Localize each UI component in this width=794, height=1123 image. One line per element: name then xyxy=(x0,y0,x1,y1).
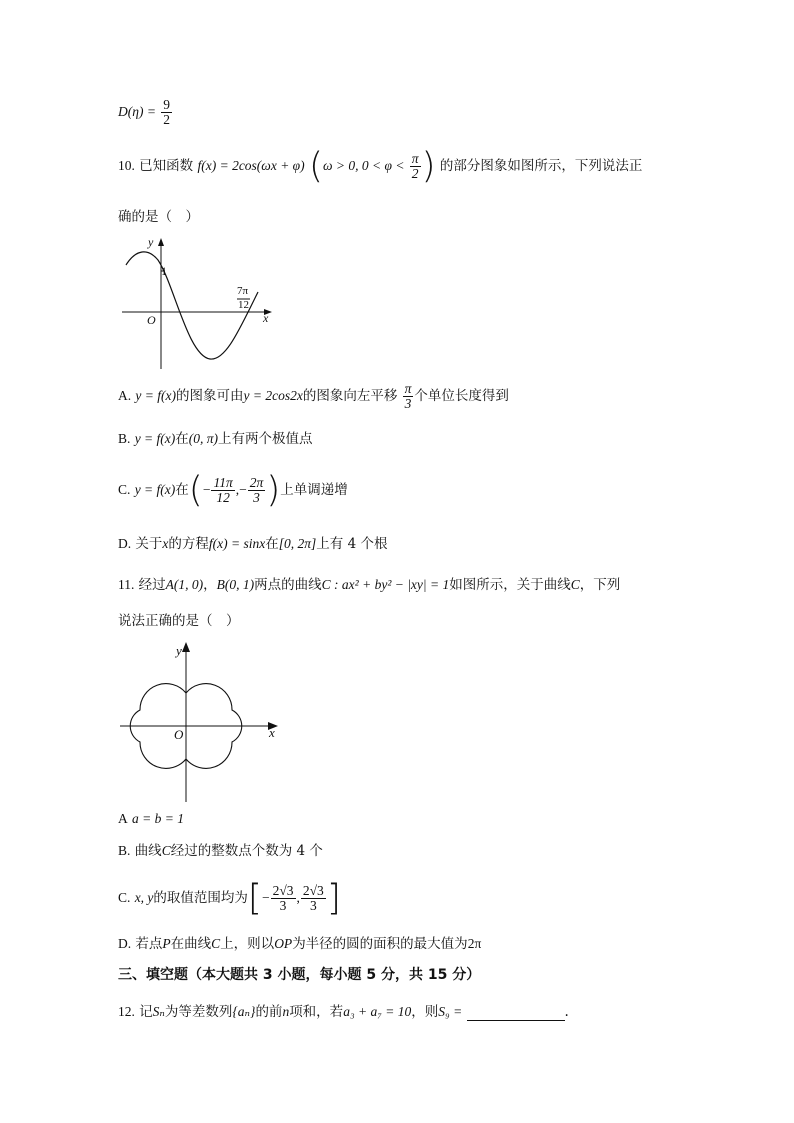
q10-graph xyxy=(118,232,288,372)
q10-x-label: x xyxy=(263,311,269,325)
option-expr: y = f(x) xyxy=(134,482,176,497)
option-numerator: 2π xyxy=(249,475,264,490)
option-text: 的取值范围均为 xyxy=(153,890,248,906)
option-expr: y = f(x) xyxy=(134,431,176,446)
option-fraction xyxy=(271,884,296,913)
option-fraction xyxy=(211,476,234,505)
option-numerator: π xyxy=(404,381,412,396)
q10-tail: 的部分图象如图所示，下列说法正 xyxy=(439,158,643,174)
option-expr: f(x) = sinx xyxy=(208,536,266,551)
option-text: 上单调递增 xyxy=(280,482,348,498)
q12-expr: n xyxy=(282,1004,290,1019)
q11-curve-name: C xyxy=(570,577,580,592)
option-text: 为半径的圆的面积的最大值为 xyxy=(292,936,468,952)
q11-text: 如图所示，关于曲线 xyxy=(449,577,571,593)
variance-lhs: D(η) = xyxy=(118,104,156,119)
q10-origin-label: O xyxy=(147,313,156,327)
option-expr: y = 2cos2x xyxy=(243,388,303,403)
answer-blank[interactable] xyxy=(467,1006,565,1021)
option-numerator: 2√3 xyxy=(302,883,324,898)
q11-stem xyxy=(118,576,620,594)
option-expr: [0, 2π] xyxy=(278,536,317,551)
q11-y-label: y xyxy=(176,643,182,658)
q11-point-a: A(1, 0) xyxy=(165,577,204,592)
option-text: 关于 xyxy=(135,536,163,552)
option-text: 曲线 xyxy=(134,843,162,859)
option-var: P xyxy=(162,936,171,951)
q11-option-d xyxy=(118,935,481,953)
q10-y-label: y xyxy=(148,235,154,249)
q10-stem-line2: 确的是（ ） xyxy=(118,209,199,225)
q12-expr: {aₙ} xyxy=(232,1004,256,1019)
option-text: 个单位长度得到 xyxy=(414,388,509,404)
q12-expr: a₃ + a₇ = 10 xyxy=(343,1004,412,1019)
section-heading: 三、填空题（本大题共 3 小题，每小题 5 分，共 15 分） xyxy=(118,967,481,983)
option-fraction xyxy=(248,476,266,505)
variance-numerator: 9 xyxy=(163,97,170,112)
q10-y-tick-label: 1 xyxy=(161,264,167,278)
q11-curve-equation: C : ax² + by² − |xy| = 1 xyxy=(321,577,450,592)
q12-expr: S₉ = xyxy=(438,1004,463,1019)
q10-condition-numerator: π xyxy=(411,151,419,166)
q12-number: 12. xyxy=(118,1004,135,1019)
q11-x-label: x xyxy=(269,725,275,740)
option-label: B. xyxy=(118,431,131,446)
variance-denominator: 2 xyxy=(163,112,170,127)
q10-x-tick-denominator: 12 xyxy=(238,299,249,311)
option-text: 若点 xyxy=(135,936,163,952)
option-text: 上有 4 个根 xyxy=(316,536,388,552)
q10-option-a xyxy=(118,382,509,411)
option-label: A xyxy=(118,811,128,826)
option-label: C. xyxy=(118,482,131,497)
option-text: 在 xyxy=(175,482,189,498)
option-label: A. xyxy=(118,388,132,403)
q12-stem xyxy=(118,1003,569,1021)
option-text: 在 xyxy=(175,431,189,447)
option-text: 经过的整数点个数为 4 个 xyxy=(170,843,323,859)
q10-option-d xyxy=(118,535,387,553)
option-fraction xyxy=(301,884,326,913)
q11-text: ， xyxy=(203,577,217,593)
option-text: 上有两个极值点 xyxy=(218,431,313,447)
variance-fraction xyxy=(161,98,172,127)
q10-condition-denominator: 2 xyxy=(411,166,419,181)
q11-graph xyxy=(118,640,288,810)
option-label: C. xyxy=(118,890,131,905)
option-numerator: 11π xyxy=(213,475,233,490)
q12-text: 的前 xyxy=(255,1004,283,1020)
option-numerator: 2√3 xyxy=(272,883,294,898)
q10-stem: 10. 已知函数 f(x) = 2cos(ωx + φ) (ω > 0, 0 < φ < $\frac{\pi}{2}$ ) 的部分图象如图所示，下列说法正 xyxy=(118,145,643,187)
q11-y-arrow xyxy=(182,642,190,652)
q10-function: f(x) = 2cos(ωx + φ) xyxy=(197,158,305,173)
q10-x-tick-numerator: 7π xyxy=(237,285,249,297)
option-denominator: 3 xyxy=(253,490,260,505)
option-expr: a = b = 1 xyxy=(132,811,185,826)
option-expr: (0, π) xyxy=(188,431,219,446)
q12-text: 项和，若 xyxy=(289,1004,344,1020)
option-var: OP xyxy=(274,936,293,951)
option-denominator: 12 xyxy=(216,490,230,505)
option-label: D. xyxy=(118,936,132,951)
option-text: 的图象向左平移 xyxy=(302,388,398,404)
q10-condition-fraction xyxy=(410,152,421,181)
q10-option-c: C. y = f(x)在(− $\frac{11\pi}{12}$ ,− $\frac{2\pi}{3}$ )上单调递增 xyxy=(118,469,348,511)
option-label: B. xyxy=(118,843,131,858)
q11-text: ，下列 xyxy=(579,577,621,593)
q11-stem-line2: 说法正确的是（ ） xyxy=(118,613,240,629)
q10-condition: ω > 0, 0 < φ < xyxy=(323,158,405,173)
option-var: x, y xyxy=(134,890,154,905)
option-denominator: 3 xyxy=(279,898,287,913)
q11-point-b: B(0, 1) xyxy=(216,577,255,592)
q10-number: 10. xyxy=(118,158,135,173)
q11-option-a xyxy=(118,810,184,828)
option-var: C xyxy=(161,843,171,858)
option-var: C xyxy=(211,936,221,951)
variance-line xyxy=(118,98,173,127)
q11-text: 经过 xyxy=(138,577,166,593)
q10-intro: 已知函数 xyxy=(139,158,194,174)
option-text: 的图象可由 xyxy=(176,388,244,404)
option-denominator: 3 xyxy=(309,898,317,913)
option-expr: y = f(x) xyxy=(135,388,177,403)
q11-text: 两点的曲线 xyxy=(254,577,322,593)
option-fraction xyxy=(403,382,414,411)
q12-text: 记 xyxy=(139,1004,153,1020)
q10-option-b xyxy=(118,430,313,448)
option-text: 的方程 xyxy=(168,536,209,552)
option-expr: 2π xyxy=(467,936,482,951)
q12-text: ，则 xyxy=(411,1004,439,1020)
option-var: x xyxy=(162,536,169,551)
option-text: 在曲线 xyxy=(170,936,212,952)
q12-text: . xyxy=(564,1004,569,1020)
q12-expr: Sₙ xyxy=(152,1004,165,1019)
q11-number: 11. xyxy=(118,577,135,592)
q12-text: 为等差数列 xyxy=(164,1004,233,1020)
q11-option-c: C. x, y的取值范围均为[− $\frac{2√3}{3}$ , $\frac{2√3}{3}$ ] xyxy=(118,877,341,919)
option-label: D. xyxy=(118,536,132,551)
option-denominator: 3 xyxy=(404,396,412,411)
q10-y-arrow xyxy=(158,238,164,246)
option-text: 在 xyxy=(265,536,279,552)
q11-option-b xyxy=(118,842,323,860)
option-text: 上，则以 xyxy=(220,936,275,952)
q11-origin-label: O xyxy=(174,727,184,742)
